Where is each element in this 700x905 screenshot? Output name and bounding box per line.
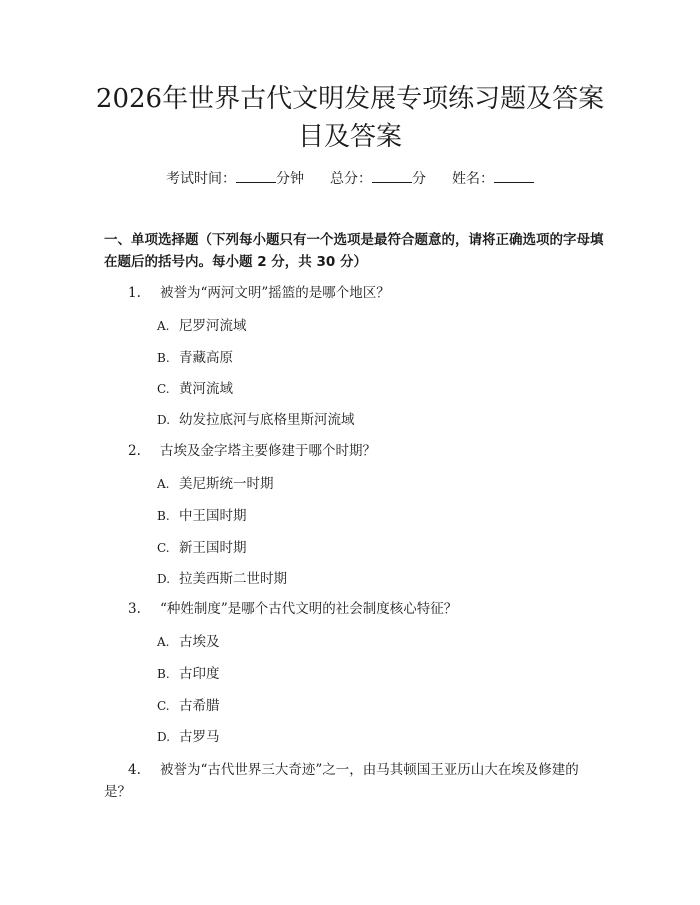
option-letter: B. bbox=[157, 509, 170, 523]
option-letter: D. bbox=[157, 413, 171, 427]
option-letter: C. bbox=[157, 382, 170, 396]
option-3d bbox=[157, 727, 220, 747]
option-letter: C. bbox=[157, 699, 170, 713]
title-line-2: 目及答案 bbox=[297, 122, 402, 152]
option-3c bbox=[157, 696, 220, 716]
option-text: 新王国时期 bbox=[179, 540, 247, 556]
option-3b bbox=[157, 664, 220, 684]
total-score bbox=[330, 168, 426, 189]
option-letter: A. bbox=[157, 477, 170, 491]
student-name-label: 姓名： bbox=[452, 171, 494, 187]
question-number: 1. bbox=[128, 285, 141, 301]
option-2c bbox=[157, 538, 247, 558]
option-text: 黄河流域 bbox=[179, 381, 233, 397]
option-2d bbox=[157, 569, 287, 589]
option-letter: A. bbox=[157, 635, 170, 649]
option-letter: C. bbox=[157, 541, 170, 555]
exam-time bbox=[166, 168, 304, 189]
question-number: 2. bbox=[128, 443, 141, 459]
question-2 bbox=[128, 440, 608, 462]
option-2a bbox=[157, 474, 274, 494]
total-score-unit: 分 bbox=[412, 171, 426, 187]
option-text: 中王国时期 bbox=[179, 508, 247, 524]
question-1 bbox=[128, 282, 608, 304]
exam-meta bbox=[0, 168, 700, 189]
student-name bbox=[452, 168, 534, 189]
question-text: “种姓制度”是哪个古代文明的社会制度核心特征？ bbox=[160, 601, 458, 617]
option-text: 青藏高原 bbox=[179, 350, 233, 366]
option-text: 幼发拉底河与底格里斯河流域 bbox=[179, 412, 355, 428]
option-3a bbox=[157, 632, 220, 652]
option-2b bbox=[157, 506, 247, 526]
exam-time-blank bbox=[236, 168, 276, 183]
total-score-blank bbox=[372, 168, 412, 183]
option-letter: D. bbox=[157, 572, 171, 586]
student-name-blank bbox=[494, 168, 534, 183]
question-text: 古埃及金字塔主要修建于哪个时期？ bbox=[160, 443, 376, 459]
option-1c bbox=[157, 379, 233, 399]
option-text: 古埃及 bbox=[179, 634, 220, 650]
option-text: 尼罗河流域 bbox=[179, 318, 247, 334]
option-letter: D. bbox=[157, 730, 171, 744]
question-3 bbox=[128, 598, 608, 620]
option-letter: A. bbox=[157, 319, 170, 333]
option-1d bbox=[157, 410, 355, 430]
total-score-label: 总分： bbox=[330, 171, 372, 187]
question-text: 被誉为“古代世界三大奇迹”之一，由马其顿国王亚历山大在埃及修建的是？ bbox=[104, 762, 579, 800]
question-number: 3. bbox=[128, 601, 141, 617]
question-4 bbox=[104, 759, 604, 803]
question-number: 4. bbox=[128, 762, 141, 778]
option-1a bbox=[157, 316, 247, 336]
exam-time-unit: 分钟 bbox=[276, 171, 304, 187]
exam-time-label: 考试时间： bbox=[166, 171, 236, 187]
option-letter: B. bbox=[157, 351, 170, 365]
option-text: 古希腊 bbox=[179, 698, 220, 714]
section-heading: 一、单项选择题（下列每小题只有一个选项是最符合题意的，请将正确选项的字母填在题后的括号内。每小题 2 分，共 30 分） bbox=[104, 232, 604, 270]
option-text: 古印度 bbox=[179, 666, 220, 682]
option-text: 美尼斯统一时期 bbox=[179, 476, 274, 492]
option-letter: B. bbox=[157, 667, 170, 681]
title-line-1: 2026年世界古代文明发展专项练习题及答案 bbox=[95, 84, 605, 114]
option-text: 拉美西斯二世时期 bbox=[179, 571, 287, 587]
option-1b bbox=[157, 348, 233, 368]
option-text: 古罗马 bbox=[179, 729, 220, 745]
document-title bbox=[90, 80, 610, 156]
question-text: 被誉为“两河文明”摇篮的是哪个地区？ bbox=[160, 285, 390, 301]
